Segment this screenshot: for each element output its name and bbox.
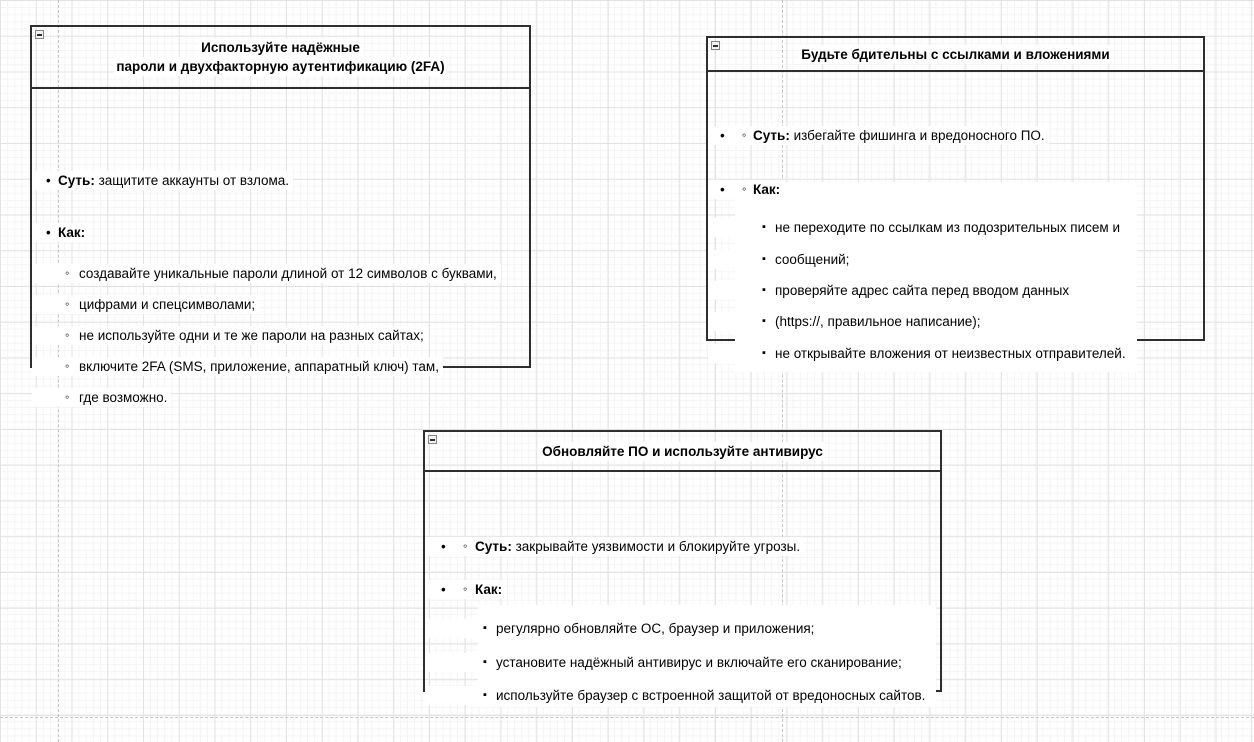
square-bullet-icon: ▪ bbox=[483, 656, 487, 668]
list-item bbox=[32, 295, 259, 314]
square-bullet-icon: ▪ bbox=[762, 284, 766, 296]
list-item bbox=[708, 218, 1124, 237]
list-item bbox=[425, 619, 818, 638]
page-boundary-horizontal-bottom bbox=[0, 717, 1254, 718]
item-text: используйте браузер с встроенной защитой от вредоносных сайтов. bbox=[496, 688, 926, 703]
node-passwords-2fa[interactable] bbox=[30, 25, 531, 405]
list-item bbox=[32, 223, 89, 242]
square-bullet-icon: ▪ bbox=[483, 689, 487, 701]
item-text: не переходите по ссылкам из подозрительных писем и bbox=[775, 220, 1120, 235]
node-links-attachments[interactable] bbox=[706, 36, 1205, 361]
square-bullet-icon: ▪ bbox=[762, 347, 766, 359]
item-label: Как: bbox=[58, 225, 86, 240]
item-text: закрывайте уязвимости и блокируйте угрозы. bbox=[511, 539, 801, 554]
circle-bullet-icon: ◦ bbox=[65, 266, 70, 280]
item-label: Как: bbox=[475, 582, 503, 597]
square-bullet-icon: ▪ bbox=[762, 221, 766, 233]
circle-bullet-icon: ◦ bbox=[65, 390, 70, 404]
list-item bbox=[708, 180, 784, 199]
item-text: проверяйте адрес сайта перед вводом данных bbox=[775, 283, 1070, 298]
item-label: Суть: bbox=[475, 539, 512, 554]
node-title-line1: Будьте бдительны с ссылками и вложениями bbox=[801, 46, 1110, 62]
item-label: Суть: bbox=[753, 128, 790, 143]
circle-bullet-icon: ◦ bbox=[65, 297, 70, 311]
list-item bbox=[32, 326, 428, 345]
list-item bbox=[32, 264, 501, 283]
disc-bullet-icon: • bbox=[46, 173, 51, 188]
list-item bbox=[425, 686, 929, 705]
disc-bullet-icon: • bbox=[720, 182, 725, 197]
item-text: включите 2FA (SMS, приложение, аппаратный ключ) там, bbox=[79, 359, 439, 374]
list-item bbox=[425, 653, 906, 672]
item-text: регулярно обновляйте ОС, браузер и приложения; bbox=[496, 621, 815, 636]
circle-bullet-icon: ◦ bbox=[742, 128, 747, 142]
list-item bbox=[708, 312, 985, 331]
item-text: (https://, правильное написание); bbox=[775, 314, 981, 329]
list-item bbox=[708, 281, 1073, 300]
item-text: где возможно. bbox=[79, 390, 168, 405]
square-bullet-icon: ▪ bbox=[762, 253, 766, 265]
circle-bullet-icon: ◦ bbox=[65, 359, 70, 373]
disc-bullet-icon: • bbox=[46, 225, 51, 240]
node-title-line1: Обновляйте ПО и используйте антивирус bbox=[542, 443, 823, 459]
item-text: сообщений; bbox=[775, 252, 850, 267]
square-bullet-icon: ▪ bbox=[762, 315, 766, 327]
item-text: не используйте одни и те же пароли на разных сайтах; bbox=[79, 328, 424, 343]
circle-bullet-icon: ◦ bbox=[742, 182, 747, 196]
disc-bullet-icon: • bbox=[441, 539, 446, 554]
item-label: Суть: bbox=[58, 173, 95, 188]
list-item bbox=[708, 344, 1130, 363]
circle-bullet-icon: ◦ bbox=[463, 582, 468, 596]
item-text: не открывайте вложения от неизвестных отправителей. bbox=[775, 346, 1126, 361]
item-text: избегайте фишинга и вредоносного ПО. bbox=[789, 128, 1045, 143]
node-title-line1: Используйте надёжные bbox=[201, 40, 360, 55]
list-item bbox=[32, 388, 171, 407]
list-item bbox=[708, 126, 1049, 145]
node-updates-antivirus[interactable] bbox=[423, 430, 942, 703]
list-item bbox=[425, 580, 506, 599]
item-label: Как: bbox=[753, 182, 781, 197]
list-item bbox=[425, 537, 804, 556]
circle-bullet-icon: ◦ bbox=[65, 328, 70, 342]
disc-bullet-icon: • bbox=[720, 128, 725, 143]
item-text: создавайте уникальные пароли длиной от 12 символов с буквами, bbox=[79, 266, 497, 281]
item-text: цифрами и спецсимволами; bbox=[79, 297, 256, 312]
node-title bbox=[425, 432, 940, 472]
circle-bullet-icon: ◦ bbox=[463, 539, 468, 553]
disc-bullet-icon: • bbox=[441, 582, 446, 597]
node-title-line2: пароли и двухфакторную аутентификацию (2FA) bbox=[116, 59, 445, 74]
item-text: защитите аккаунты от взлома. bbox=[94, 173, 290, 188]
square-bullet-icon: ▪ bbox=[483, 622, 487, 634]
node-title bbox=[708, 38, 1203, 72]
node-title bbox=[32, 27, 529, 89]
item-text: установите надёжный антивирус и включайте его сканирование; bbox=[496, 655, 902, 670]
list-item bbox=[32, 171, 293, 190]
list-item bbox=[32, 357, 443, 376]
list-item bbox=[708, 250, 853, 269]
